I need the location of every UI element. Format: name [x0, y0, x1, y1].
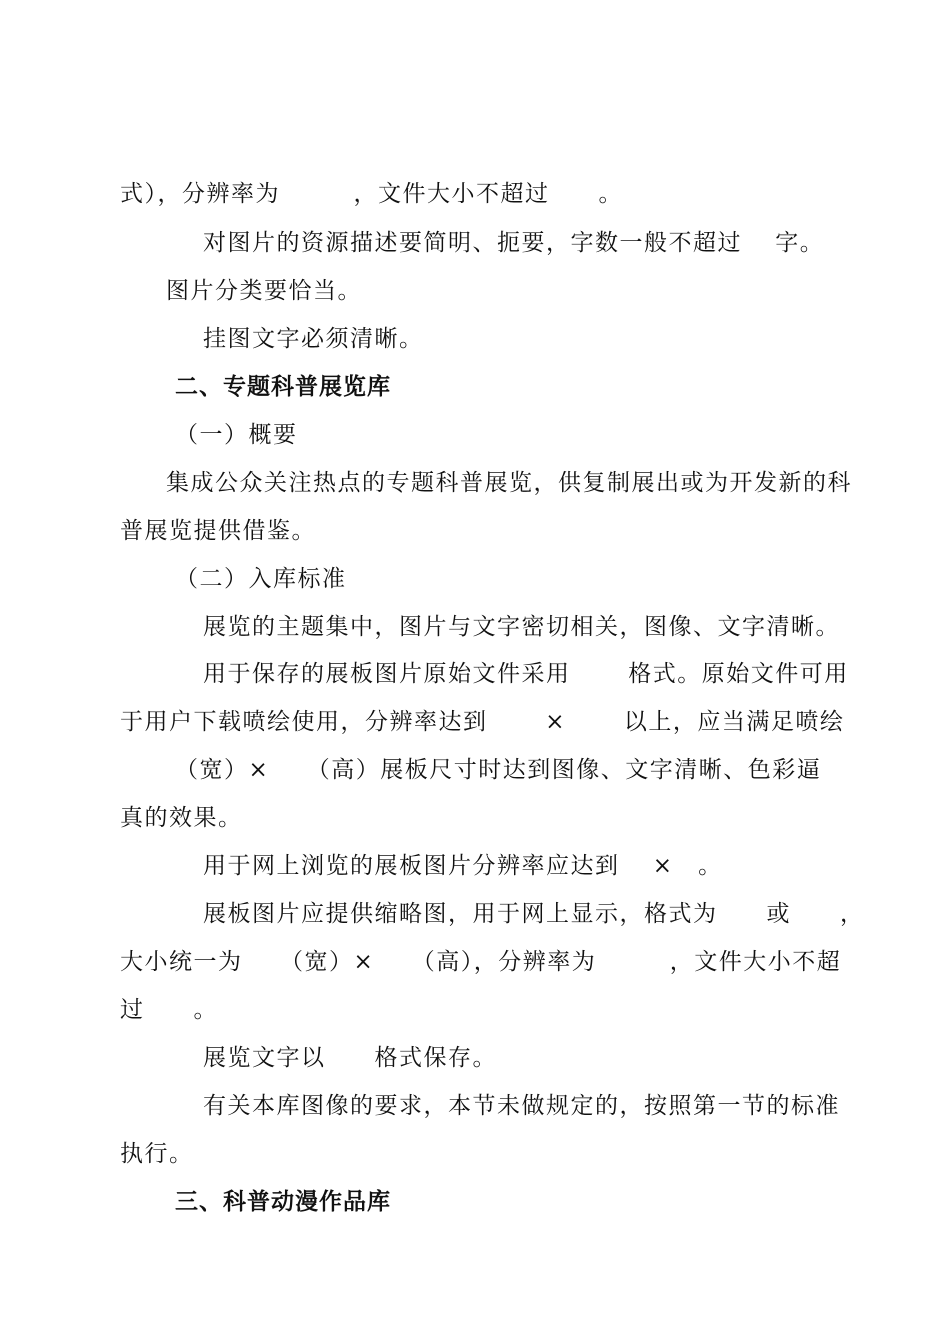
section-heading-2: 二、专题科普展览库: [175, 374, 391, 400]
text-line-14: 真的效果。: [120, 805, 243, 831]
text-line-8: 普展览提供借鉴。: [120, 518, 316, 544]
section-heading-3: 三、科普动漫作品库: [175, 1189, 391, 1215]
text-line-12: 于用户下载喷绘使用，分辨率达到 × 以上，应当满足喷绘: [120, 709, 845, 735]
text-line-13: （宽）× （高）展板尺寸时达到图像、文字清晰、色彩逼: [175, 757, 822, 783]
text-line-2: 对图片的资源描述要简明、扼要，字数一般不超过 字。: [203, 230, 825, 256]
text-line-1: 式），分辨率为 ，文件大小不超过 。: [120, 181, 623, 207]
text-line-4: 挂图文字必须清晰。: [203, 326, 424, 352]
subheading-criteria: （二）入库标准: [175, 566, 347, 592]
text-line-18: 过 。: [120, 997, 218, 1023]
text-line-19: 展览文字以 格式保存。: [203, 1045, 497, 1071]
text-line-15: 用于网上浏览的展板图片分辨率应达到 × 。: [203, 853, 723, 879]
text-line-21: 执行。: [120, 1141, 194, 1167]
text-line-7: 集成公众关注热点的专题科普展览，供复制展出或为开发新的科: [166, 470, 852, 496]
text-line-3: 图片分类要恰当。: [166, 278, 362, 304]
text-line-10: 展览的主题集中，图片与文字密切相关，图像、文字清晰。: [203, 614, 840, 640]
text-line-16: 展板图片应提供缩略图，用于网上显示，格式为 或 ，: [203, 901, 865, 927]
subheading-overview: （一）概要: [175, 422, 298, 448]
text-line-17: 大小统一为 （宽）× （高），分辨率为 ，文件大小不超: [120, 949, 842, 975]
text-line-11: 用于保存的展板图片原始文件采用 格式。原始文件可用: [203, 661, 849, 687]
text-line-20: 有关本库图像的要求，本节未做规定的，按照第一节的标准: [203, 1093, 840, 1119]
